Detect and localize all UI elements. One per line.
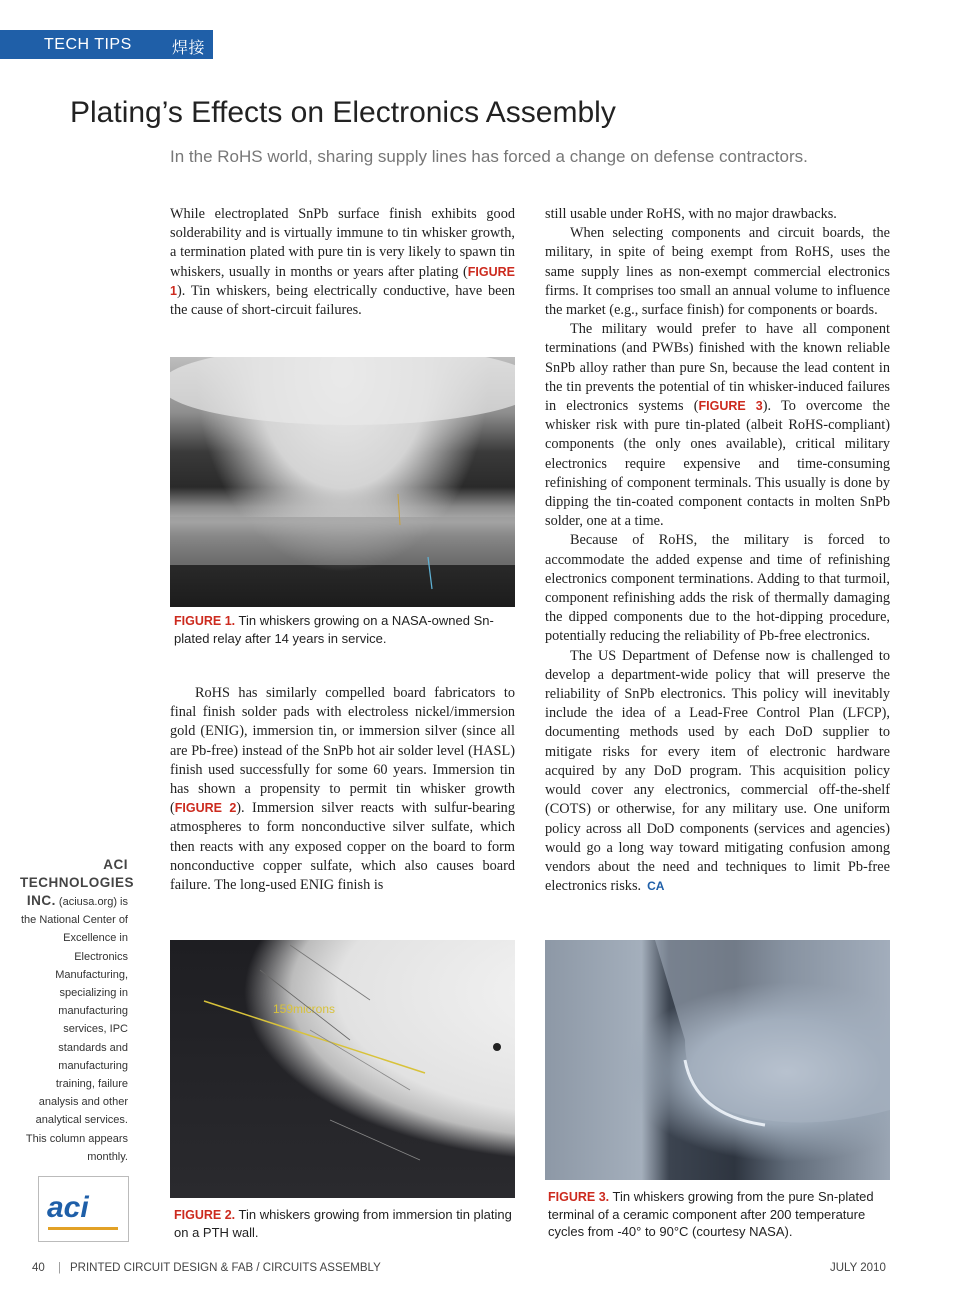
figure-2-ref: FIGURE 2 xyxy=(174,801,237,816)
author-bio xyxy=(20,892,128,1166)
column-2 xyxy=(545,205,890,896)
figure-3-label: FIGURE 3. xyxy=(548,1190,610,1204)
figure-2-image xyxy=(170,940,515,1198)
figure-2-caption xyxy=(174,1206,514,1241)
figure-3-photo xyxy=(545,940,890,1180)
measurement-label: 159microns xyxy=(273,1002,336,1016)
page-number: 40 xyxy=(32,1262,45,1274)
figure-3-caption-text: Tin whiskers growing from the pure Sn-plated terminal of a ceramic component after 200 temperature cycles from -40° to 90°C (courtesy NASA). xyxy=(548,1189,874,1239)
section-tag xyxy=(0,30,213,59)
figure-1-image xyxy=(170,357,515,607)
figure-3-caption xyxy=(548,1188,893,1240)
paragraph: While electroplated SnPb surface finish exhibits good solderability and is virtually immune to tin whisker growth, a termination plated with pure tin is very likely to spawn tin whiskers, usually in months or years after plating (FIGURE 1). Tin whiskers, being electrically conductive, have been the cause of short-circuit failures. xyxy=(170,206,515,319)
paragraph: When selecting components and circuit boards, the military, in spite of being exempt from RoHS, uses the same supply lines as non-exempt commercial electronics firms. It comprises too small an annual volume to influence the market (e.g., surface finish) for components or boards. xyxy=(545,225,890,319)
logo-text: aci xyxy=(47,1191,89,1224)
figure-3-ref: FIGURE 3 xyxy=(698,399,763,414)
aci-logo xyxy=(38,1176,129,1242)
figure-2-caption-text: Tin whiskers growing from immersion tin plating on a PTH wall. xyxy=(174,1207,512,1240)
paragraph: RoHS has similarly compelled board fabricators to final finish solder pads with electroless nickel/immersion gold (ENIG), immersion tin, or immersion silver (since all are Pb-free) instead of the SnPb hot air solder level (HASL) finish used successfully for some 60 years. Immersion tin has shown a propensity to permit tin whisker growth (FIGURE 2). Immersion silver reacts with sulfur-bearing atmospheres to form nonconductive silver sulfate, which then reacts with any exposed copper on the board to form nonconductive copper sulfate, which also causes board failure. The long-used ENIG finish is xyxy=(170,685,515,894)
figure-3-image xyxy=(545,940,890,1180)
org-name-line-2: TECHNOLOGIES xyxy=(20,875,135,890)
org-name-line-3: INC. xyxy=(26,893,56,908)
end-mark: CA xyxy=(647,879,665,894)
figure-1-ref: FIGURE 1 xyxy=(170,264,515,298)
figure-1-caption xyxy=(174,612,514,647)
column-1-top xyxy=(170,205,515,320)
publication-name: PRINTED CIRCUIT DESIGN & FAB / CIRCUITS ASSEMBLY xyxy=(70,1262,381,1274)
paragraph: The US Department of Defense now is challenged to develop a department-wide policy that will preserve the reliability of SnPb electronics. This policy will inevitably include the idea of a Lead-Free Control Plan (LFCP), documenting methods used by each DoD supplier to mitigate risks for every item of electronic hardware acquired by any DoD program. This acquisition policy would cover any electronics, commercial off-the-shelf (COTS) or otherwise, for any military use. One uniform policy across all DoD components (services and agencies) would go a long way toward mitigating confusion among vendors about the need and techniques to limit Pb-free electronics risks. CA xyxy=(545,647,890,895)
column-1-bottom xyxy=(170,684,515,895)
paragraph: still usable under RoHS, with no major drawbacks. xyxy=(545,206,837,222)
author-sidebar xyxy=(20,856,135,1166)
bio-text: (aciusa.org) is the National Center of Excellence in Electronics Manufacturing, specializing in manufacturing services, IPC standards and manufacturing training, failure analysis and other analytical services. This column appears monthly. xyxy=(20,896,128,1163)
article-deck: In the RoHS world, sharing supply lines has forced a change on defense contractors. xyxy=(170,147,808,166)
issue-date: JULY 2010 xyxy=(830,1262,886,1274)
paragraph: The military would prefer to have all component terminations (and PWBs) finished with the known reliable SnPb alloy rather than pure Sn, because the lead content in the tin prevents the potential of tin whisker-induced failures in electronics systems (FIGURE 3). To overcome the whisker risk with pure tin-plated (albeit RoHS-compliant) components (the only ones available), critical military electronics require expensive and time-consuming refinishing of component terminals. This usually is done by dipping the tin-coated component contacts in molten SnPb solder, one at a time. xyxy=(545,321,890,530)
figure-1-caption-text: Tin whiskers growing on a NASA-owned Sn-plated relay after 14 years in service. xyxy=(174,613,494,646)
paragraph: Because of RoHS, the military is forced to accommodate the added expense and time of refinishing electronics component terminations. Adding to that turmoil, component refinishing adds the risk of thermally damaging the dipped components due to the hot-dipping procedure, potentially reducing the reliability of Pb-free electronics. xyxy=(545,532,890,645)
section-label-chinese: 焊接 xyxy=(172,40,206,57)
article-title: Plating’s Effects on Electronics Assembly xyxy=(70,96,616,129)
figure-2-label: FIGURE 2. xyxy=(174,1208,236,1222)
section-label: TECH TIPS xyxy=(44,36,132,53)
logo-bar xyxy=(48,1227,118,1230)
figure-1-label: FIGURE 1. xyxy=(174,614,236,628)
figure-2-photo xyxy=(170,940,515,1198)
figure-1-photo xyxy=(170,357,515,607)
footer-separator: | xyxy=(58,1262,61,1274)
org-name-line-1: ACI xyxy=(103,857,128,872)
